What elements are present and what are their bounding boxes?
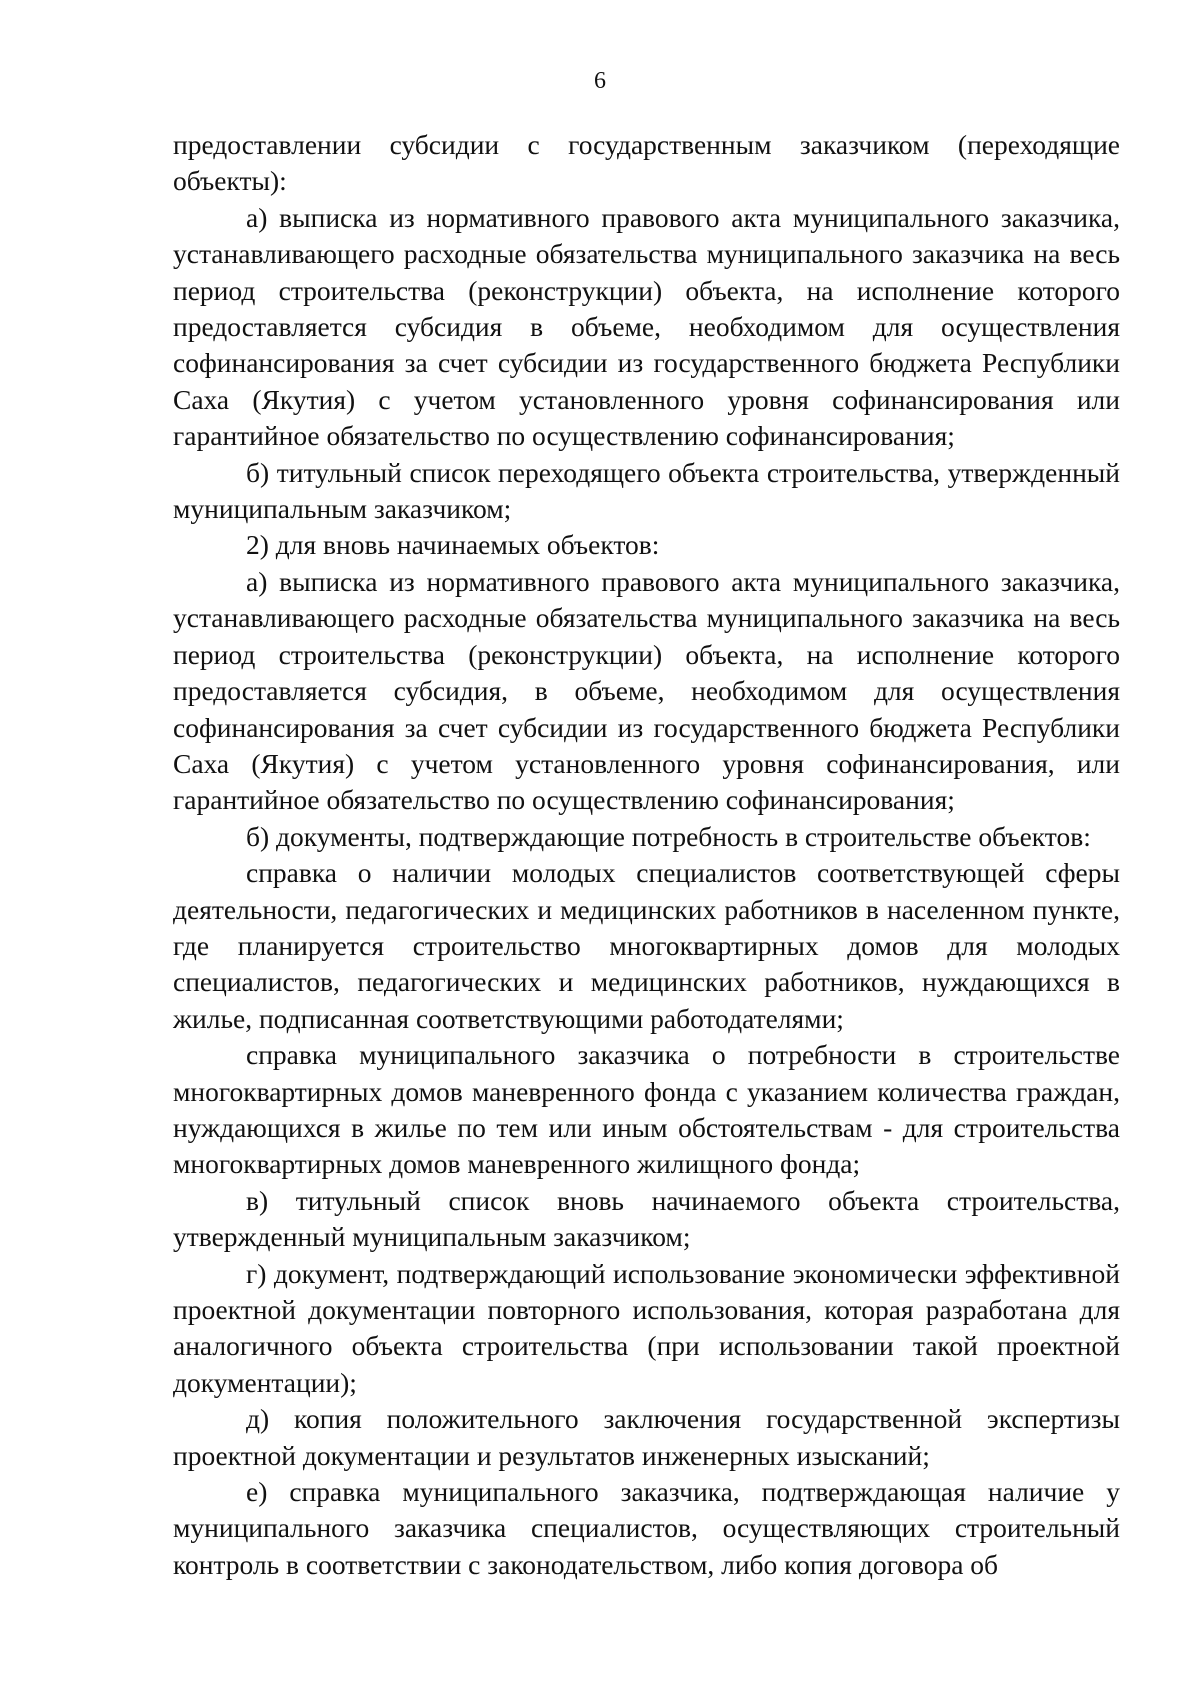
paragraph-2c-title-list: в) титульный список вновь начинаемого объекта строительства, утвержденный муниципальным заказчиком;: [173, 1184, 1120, 1253]
document-body: [173, 127, 1120, 1583]
paragraph-2e-expertise-copy: д) копия положительного заключения государственной экспертизы проектной документации и результатов инженерных изысканий;: [173, 1403, 1120, 1471]
paragraph-1a-extract: а) выписка из нормативного правового акта муниципального заказчика, устанавливающего расходные обязательства муниципального заказчика на весь период строительства (реконструкции) объекта, на исполнение которого предоставляется субсидия в объеме, необходимом для осуществления софинансирования за счет субсидии из государственного бюджета Республики Саха (Якутия) с учетом установленного уровня софинансирования или гарантийное обязательство по осуществлению софинансирования;: [173, 201, 1120, 452]
paragraph-2-new-objects: 2) для вновь начинаемых объектов:: [246, 529, 660, 561]
paragraph-2b-young-specialists: справка о наличии молодых специалистов соответствующей сферы деятельности, педагогических и медицинских работников в населенном пункте, где планируется строительство многоквартирных домов для молодых специалистов, педагогических и медицинских работников, нуждающихся в жилье, подписанная соответствующими работодателями;: [173, 857, 1120, 1034]
paragraph-2d-document: г) документ, подтверждающий использование экономически эффективной проектной документации повторного использования, которая разработана для аналогичного объекта строительства (при использовании такой проектной документации);: [173, 1257, 1120, 1398]
paragraph-2b-maneuver-fund: справка муниципального заказчика о потребности в строительстве многоквартирных домов маневренного фонда с указанием количества граждан, нуждающихся в жилье по тем или иным обстоятельствам - для строительства многоквартирных домов маневренного жилищного фонда;: [173, 1039, 1120, 1180]
paragraph-1b-title-list: б) титульный список переходящего объекта строительства, утвержденный муниципальным заказчиком;: [173, 456, 1120, 525]
page-number: 6: [594, 68, 606, 94]
paragraph-2a-extract: а) выписка из нормативного правового акта муниципального заказчика, устанавливающего расходные обязательства муниципального заказчика на весь период строительства (реконструкции) объекта, на исполнение которого предоставляется субсидия, в объеме, необходимом для осуществления софинансирования за счет субсидии из государственного бюджета Республики Саха (Якутия) с учетом установленного уровня софинансирования, или гарантийное обязательство по осуществлению софинансирования;: [173, 565, 1120, 816]
paragraph-2f-certificate: е) справка муниципального заказчика, подтверждающая наличие у муниципального заказчика специалистов, осуществляющих строительный контроль в соответствии с законодательством, либо копия договора об: [173, 1476, 1120, 1580]
paragraph-2b-need-documents: б) документы, подтверждающие потребность в строительстве объектов:: [246, 820, 1091, 852]
paragraph-continuation: предоставлении субсидии с государственным заказчиком (переходящие объекты):: [173, 129, 1120, 197]
